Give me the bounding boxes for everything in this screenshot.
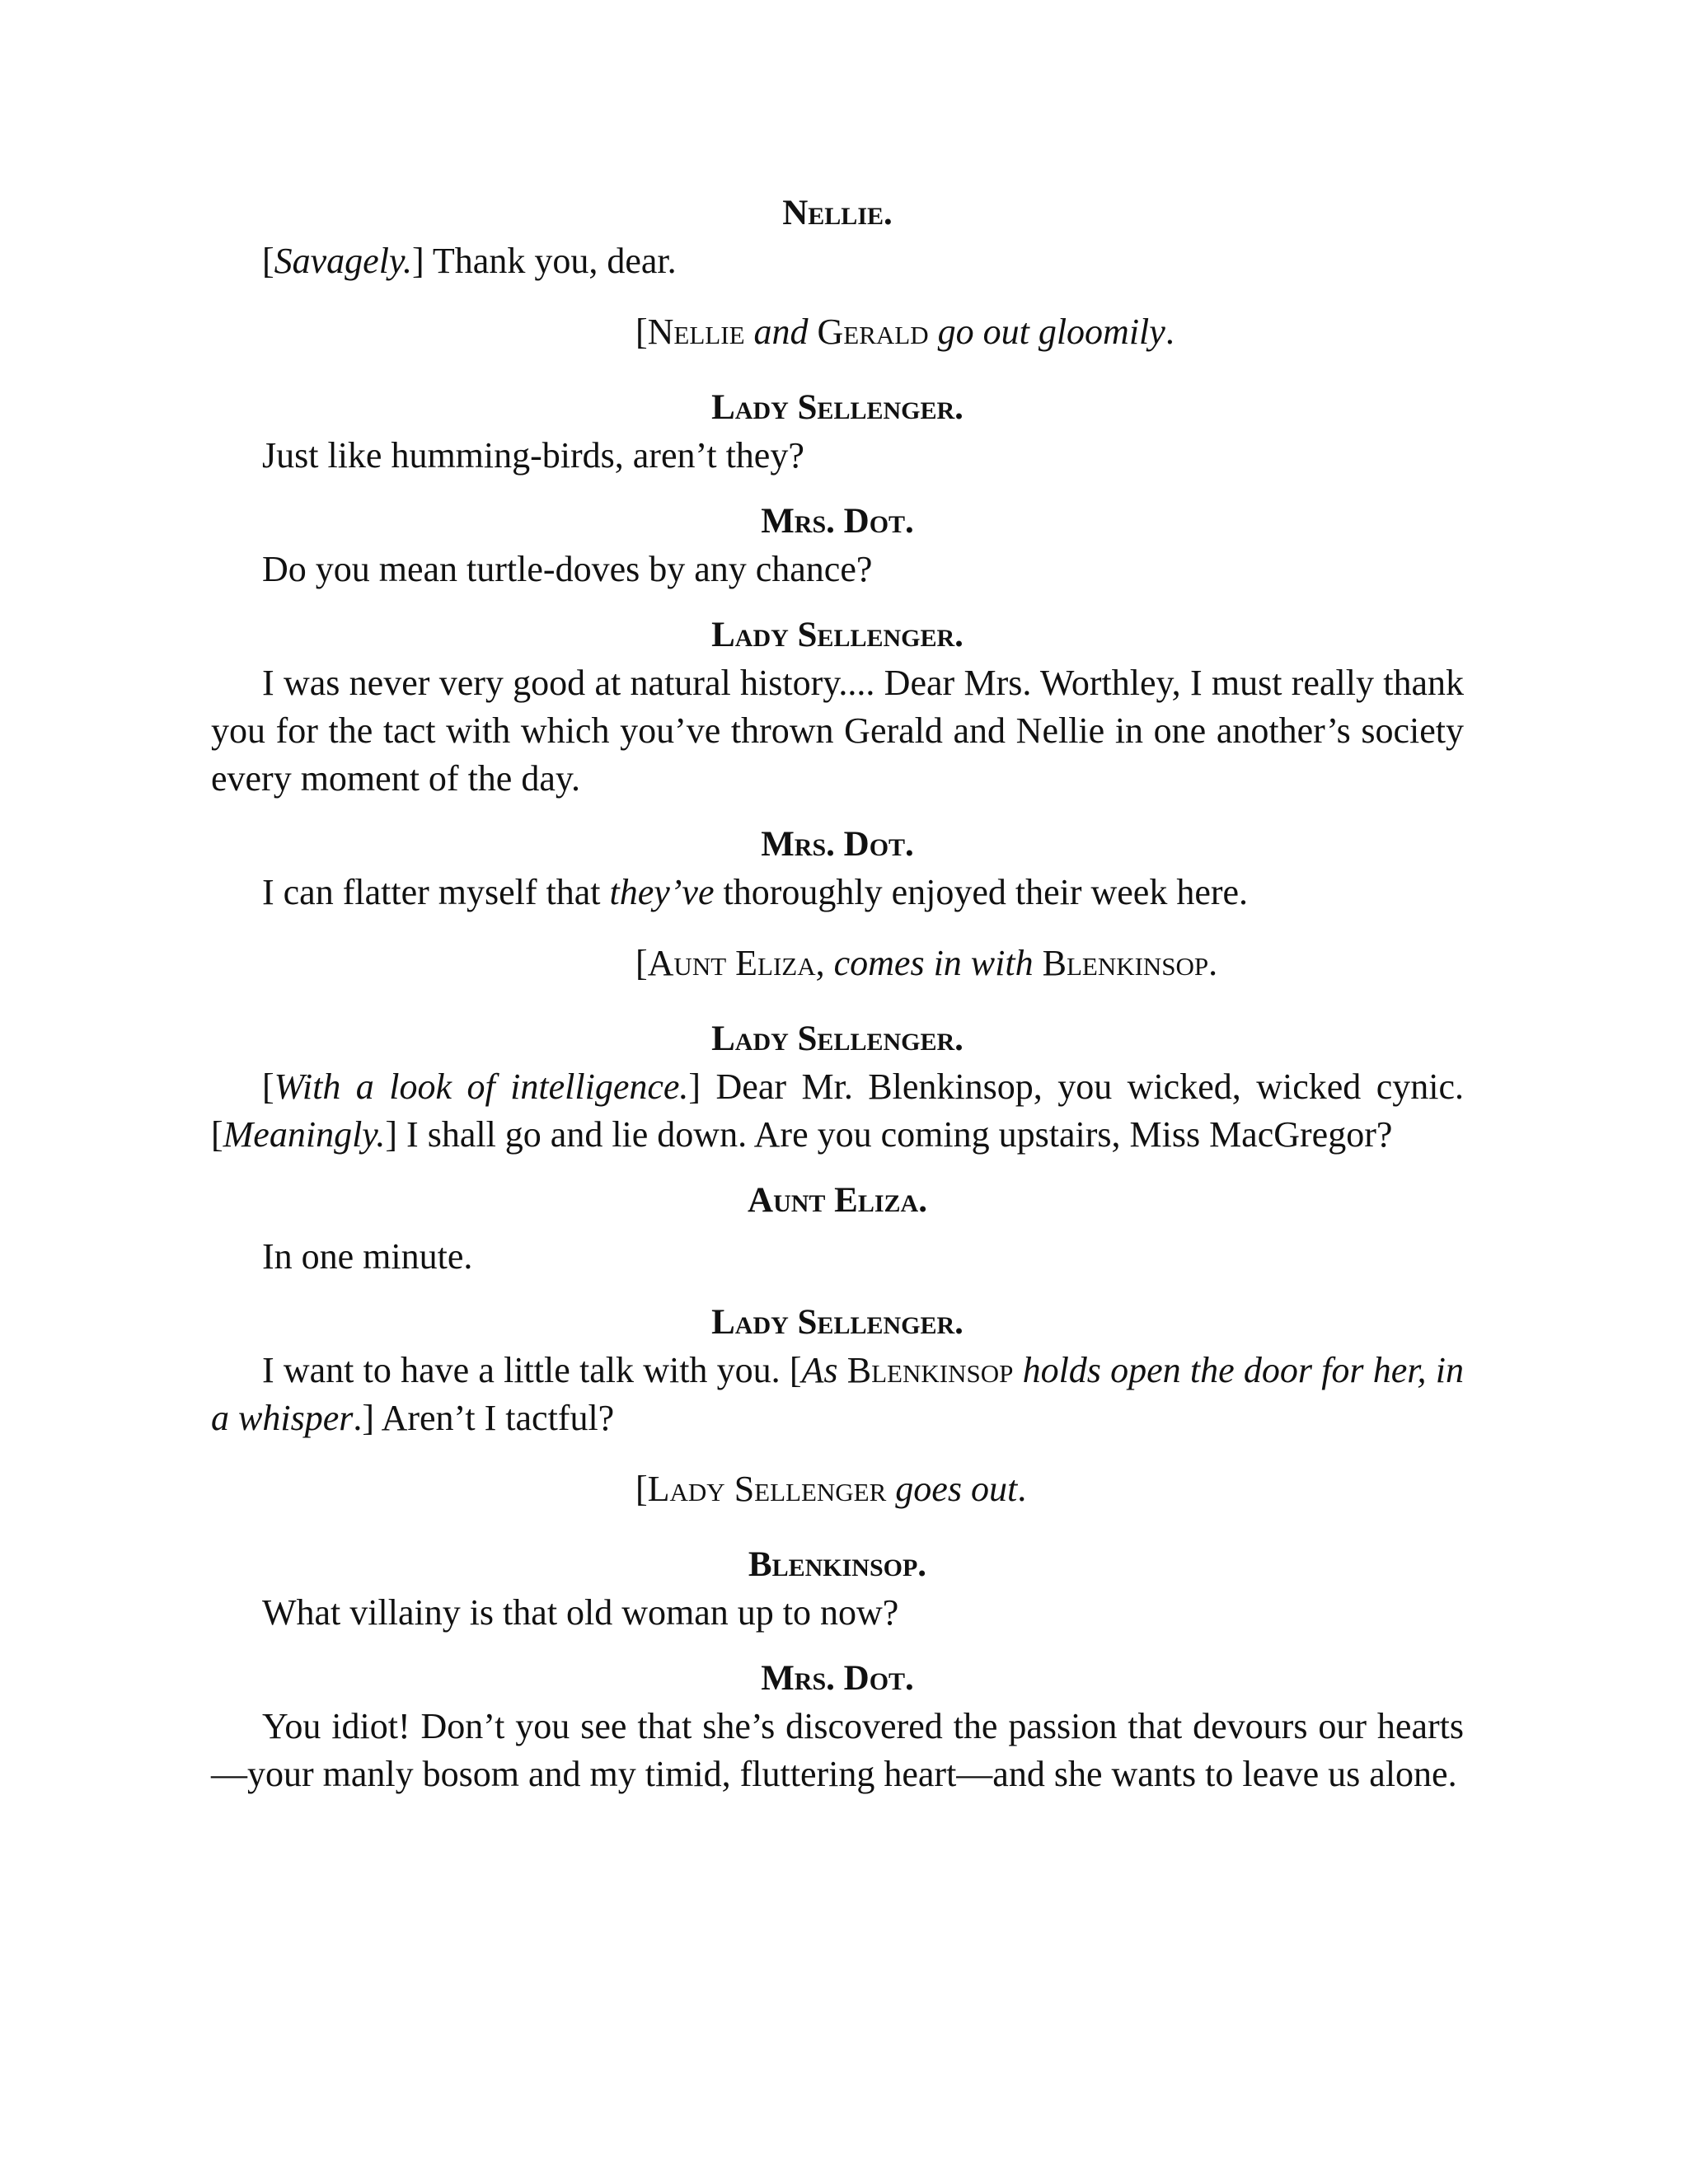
dialogue-text: I shall go and lie down. Are you coming upstairs, Miss MacGregor? bbox=[406, 1114, 1393, 1155]
dialogue-text: thoroughly enjoyed their week here. bbox=[723, 872, 1249, 912]
speaker-name: Blenkinsop. bbox=[748, 1545, 927, 1584]
dialogue-text: Aren’t I tactful? bbox=[381, 1398, 615, 1438]
dialogue-line: In one minute. bbox=[262, 1236, 473, 1277]
character-name: Aunt Eliza, bbox=[647, 943, 825, 983]
speaker-name: Lady Sellenger. bbox=[711, 388, 964, 427]
emphasis-text: they’ve bbox=[609, 872, 715, 912]
speaker-name: Lady Sellenger. bbox=[711, 616, 964, 654]
stage-direction: comes in with bbox=[833, 943, 1034, 983]
speaker-name: Mrs. Dot. bbox=[761, 502, 914, 541]
dialogue-line: Do you mean turtle-doves by any chance? bbox=[262, 549, 873, 589]
play-page bbox=[211, 190, 1464, 1798]
speaker-name: Aunt Eliza. bbox=[748, 1181, 927, 1220]
dialogue-text: Dear Mr. Blenkinsop, you wicked, wicked cynic. [ bbox=[211, 1066, 1464, 1155]
dialogue-line: You idiot! Don’t you see that she’s discovered the passion that devours our hearts—your manly bosom and my timid, fluttering heart—and she wants to leave us alone. bbox=[211, 1706, 1464, 1794]
character-name: Blenkinsop bbox=[846, 1350, 1014, 1390]
speaker-name: Nellie. bbox=[782, 194, 893, 232]
stage-direction: holds open the door for her, in a whisper bbox=[211, 1350, 1465, 1438]
stage-direction-line: [Aunt Eliza, comes in with Blenkinsop. bbox=[635, 943, 1218, 983]
stage-direction: and bbox=[753, 312, 809, 352]
dialogue-line: [Savagely.] Thank you, dear. bbox=[262, 241, 677, 281]
character-name: Blenkinsop bbox=[1042, 943, 1209, 983]
speaker-name: Mrs. Dot. bbox=[761, 1659, 914, 1698]
dialogue-line: What villainy is that old woman up to now? bbox=[262, 1592, 899, 1633]
character-name: Nellie bbox=[647, 312, 745, 352]
dialogue-text: Thank you, dear. bbox=[432, 241, 677, 281]
stage-direction-line: [Lady Sellenger goes out. bbox=[635, 1469, 1027, 1509]
speaker-name: Lady Sellenger. bbox=[711, 1019, 964, 1058]
dialogue-text: I can flatter myself that bbox=[262, 872, 601, 912]
dialogue-line: I want to have a little talk with you. [As Blenkinsop holds open the door for her, in a whisper.] Aren’t I tactful? bbox=[211, 1350, 1465, 1438]
stage-direction: As bbox=[801, 1350, 838, 1390]
stage-direction: Savagely. bbox=[274, 241, 413, 281]
stage-direction: With a look of intelligence. bbox=[274, 1066, 689, 1107]
speaker-name: Mrs. Dot. bbox=[761, 825, 914, 864]
dialogue-line: Just like humming-birds, aren’t they? bbox=[262, 435, 804, 476]
stage-direction: goes out bbox=[895, 1469, 1018, 1509]
character-name: Gerald bbox=[817, 312, 929, 352]
stage-direction-line: [Nellie and Gerald go out gloomily. bbox=[635, 312, 1175, 352]
dialogue-line: [With a look of intelligence.] Dear Mr. Blenkinsop, you wicked, wicked cynic. [Meaningly.] I shall go and lie down. Are you coming upstairs, Miss MacGregor? bbox=[211, 1066, 1464, 1155]
stage-direction: Meaningly. bbox=[223, 1114, 386, 1155]
character-name: Lady Sellenger bbox=[647, 1469, 887, 1509]
dialogue-text: I want to have a little talk with you. [ bbox=[262, 1350, 802, 1390]
dialogue-line: I was never very good at natural history.... Dear Mrs. Worthley, I must really thank you for the tact with which you’ve thrown Gerald and Nellie in one another’s society every moment of the day. bbox=[211, 663, 1464, 799]
dialogue-line bbox=[211, 869, 1464, 916]
stage-direction: go out gloomily bbox=[937, 312, 1165, 352]
speaker-name: Lady Sellenger. bbox=[711, 1303, 964, 1342]
